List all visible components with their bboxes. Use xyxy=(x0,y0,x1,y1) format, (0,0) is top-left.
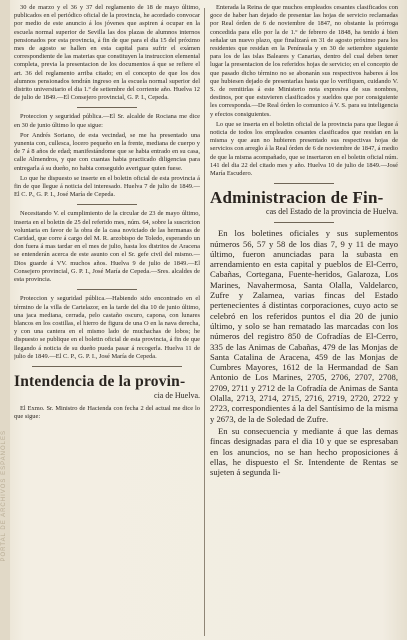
intendencia-subheading: cia de Huelva. xyxy=(154,390,200,400)
notice-jaca: Proteccion y seguridad pública.—Habiendo sido encontrado en el término de la villa de Cartelazor, en la tarde del dia 10 de junio último, una jaca mediana, cerrada, pelo castaño oscuro, capona, con lunares blancos en los costillas, el hierro de figura de una O en la nava derecha, y con una cantera en el mismo lado de muchachas de lobos; he dispuesto se publique en el boletin oficial de esta provincia, á fin de que llegando á noticia de su dueño pueda pasar á recogerla. Huelva 11 de julio de 1849.—El C. P., G. P. I., José María de Cepeda. xyxy=(14,295,200,360)
left-column xyxy=(14,4,200,640)
intendencia-intro: El Exmo. Sr. Ministro de Hacienda con fecha 2 del actual me dice lo que sigue: xyxy=(14,404,200,421)
intendencia-heading: Intendencia de la provin- xyxy=(14,372,186,390)
separator-line xyxy=(77,107,137,108)
separator-line xyxy=(77,204,137,205)
administracion-subheading: cas del Estado de la provincia de Huelva. xyxy=(266,207,398,217)
notice-escuela-normal: 30 de marzo y el 36 y 37 del reglamento de 18 de mayo último, publicados en el periódico oficial de la provincia, he acordado convocar por medio de este anuncio á los jóvenes que aspiren á ocupar en la escuela normal superior de Sevilla las dos plazas de alumnos internos pensionados por esta provincia, á fin de que para el dia 15 del próximo mes de agosto se hallen en esta capital para sufrir el exámen correspondiente de las materias que constituyen la instruccion elemental completa, previa la presentacion de los documentos á que se refiere el art. 36 del reglamento arriba citado; en el concepto de que los dos alumnos pensionados tendrán ingreso en la escuela normal superior del distrito universitario el dia 1.º de setiembre del corriente año. Huelva 12 de julio de 1849.—El Consejero provincial, G. P. I., Cepeda. xyxy=(14,4,200,102)
notice-rociana-intro: Proteccion y seguridad pública.—El Sr. alcalde de Rociana me dice en 30 de junio último lo que sigue: xyxy=(14,113,200,129)
notice-cesantes: Enterada la Reina de que muchos empleados cesantes clasificados con goce de haber han dejado de presentar las hojas de servicio reclamadas por Real órden de 6 de noviembre de 1847, no obstante la prórroga concedida para ello por la de 1.º de febrero de 1848, ha tenido á bien señalar un nuevo plazo, que finalizará en 31 de agosto próximo para los residentes que residan en la Península y en 30 de setiembre siguiente para los de las islas Baleares y Canarias, dentro del cual deben tener lugar la presentacion de los referidos hojas de servicio; en el concepto de que pasado dicho término no se abonarán sus respectivos haberes á los que hubiesen dejado de presentarlas hasta que lo verifiquen, cuidando V. S. de remitirlas á este Ministerio nota expresiva de sus nombres, destinos, por que estuvieren clasificados y sueldos que por consiguiente les corresponda.—De Real órden lo comunico á V. S. para su inteligencia y efectos consiguientes. xyxy=(210,4,398,118)
separator-line xyxy=(274,222,334,223)
archive-watermark: PORTAL DE ARCHIVOS ESPAÑOLES xyxy=(1,430,7,562)
separator-line xyxy=(274,183,334,184)
right-column xyxy=(210,4,398,640)
notice-rociana-body: Por Andrés Soriano, de esta vecindad, se me ha presentado una yunenta con, cullesca, locero pequeño en la frente, mediana de cuerpo y de 7 á 8 años de edad; manifestándome que se habia entrado en su casa, calle Almendros, y que con cuantas habia practicado diligencias para entregarla á su dueño, no habia conseguido averiguar quien fuese. xyxy=(14,131,200,172)
administracion-body-2: En su consecuencia y mediante á que las demas fincas designadas para el dia 10 y que se espresaban en los anuncios, no se han hecho proposiciones á ellas, he dispuesto el Sr. Intendente de Rentas se sujeten á segunda li- xyxy=(210,425,398,478)
notice-rociana-closing: Lo que he dispuesto se inserte en el boletin oficial de esta provincia á fin de que llegue á noticia del interesado. Huelva 7 de julio de 1849.—El C. P., G. P. I., José María de Cepeda. xyxy=(14,174,200,199)
separator-line xyxy=(32,366,182,367)
intendencia-heading-block xyxy=(14,373,200,401)
administracion-heading: Administracion de Fin- xyxy=(210,188,384,208)
separator-line xyxy=(77,289,137,290)
notice-cesantes-closing: Lo que se inserta en el boletin oficial de la provincia para que llegue á noticia de todos los empleados cesantes clasificados que residan en la misma y que aun no hubieren presentado sus respectivas hojas de servicios con arreglo á la Real órden de 6 de noviembre de 1847, á medio de que la misma acompañado, que se insertaron en el boletin oficial núm. 141 del dia 22 del citado mes y año. Huelva 10 de julio de 1849.—José María Escudero. xyxy=(210,120,398,178)
column-divider xyxy=(204,8,205,636)
notice-caridad: Necesitando V. el cumplimiento de la circular de 23 de mayo último, inserta en el boletin de 25 del referido mes, núm. 64, sobre la suscricion voluntaria en favor de la obra de la casa noviciado de las hermanas de Caridad, que corre á cargo del M. R. arzobispo de Toledo, esperando un don fuera á mas tardar en el mes de julio, hasta los distritos de Aracena se entenderán acerca de este asunto con el Sr. gefe civil del mismo.—Dios guarde á VV. muchos años. Huelva 9 de julio de 1849.—El Consejero provincial, G. P. I., José María de Cepeda.—Sres. alcaldes de esta provincia. xyxy=(14,210,200,284)
administracion-body-1: En los boletines oficiales y sus suplementos números 56, 57 y 58 de los dias 7, 9 y 11 de mayo último, fueron anunciadas para la subasta en arrendamiento en esta capital y pueblos de El-Cerro, Cabañas, Cortegana, Fuente-heridos, Galaroza, Los Marines, Navahermosa, Santa Olalla, Valdelarco, Zufre y Zalamea, varias fincas del Estado pertenecientes á distintas corporaciones, cuyo acto se celebró en los referidos puntos el dia 20 de junio último, y solo se han rematado las marcadas con los números del registro 850 de Cofradías de El-Cerro, 335 de las Animas de Cabañas, 479 de las Monjas de Santa Catalina de Aracena, 459 de las Monjas de Cumbres Mayores, 1612 de la Hermandad de San Antonio de Los Marines, 2705, 2706, 2707, 2708, 2709, 2711 y 2712 de la Cofradía de Animas de Santa Olalla, 2713, 2714, 2715, 2716, 2719, 2720, 2722 y 2723, correspondientes á la del Santísimo de la misma y 2673, de la de Soledad de Zufre. xyxy=(210,228,398,424)
